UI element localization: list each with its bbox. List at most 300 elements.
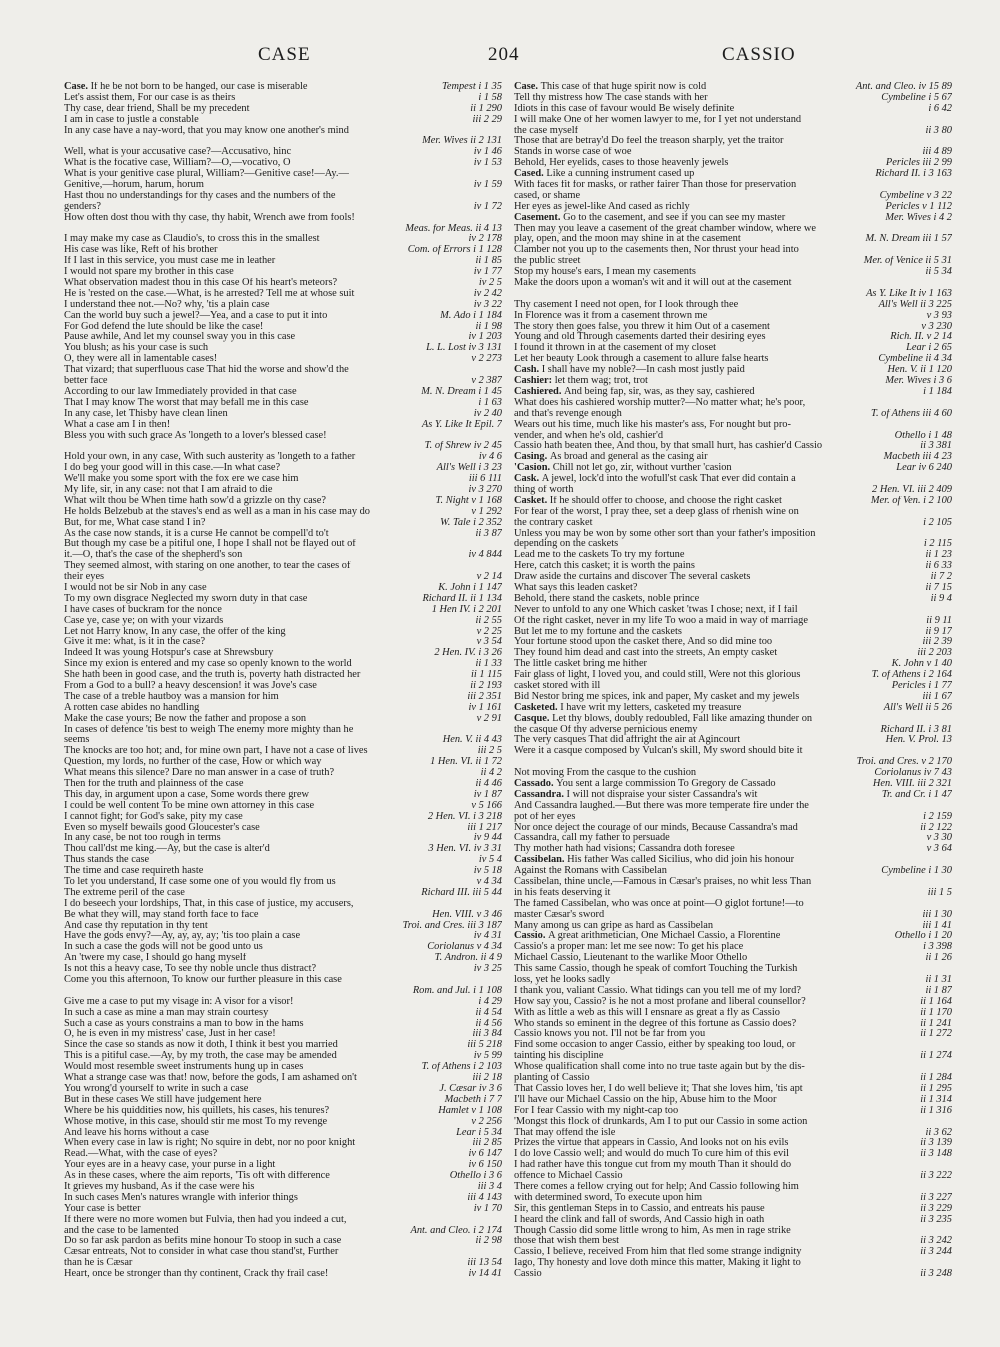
quote-body: What says this leaden casket? <box>514 582 638 593</box>
quote-body: it.—O, that's the case of the shepherd's son <box>64 550 243 561</box>
concordance-line <box>514 746 952 757</box>
concordance-line <box>514 278 952 289</box>
quote-body: I found it thrown in at the casement of my closet <box>514 343 716 354</box>
headword: 'Casion. <box>514 463 553 474</box>
quote-body: He holds Belzebub at the staves's end as well as a man in his case may do <box>64 506 371 517</box>
quote-body: In such cases Men's natures wrangle with inferior things <box>64 1192 298 1203</box>
play-reference: Mer. Wives ii 2 131 <box>422 136 502 147</box>
quote-body: As the case now stands, it is a curse He cannot be compell'd to't <box>64 528 329 539</box>
play-reference: iii 3 4 <box>477 1181 502 1192</box>
quote-body: I would not spare my brother in this case <box>64 267 234 278</box>
play-reference: ii 1 23 <box>925 550 952 561</box>
quotation-text <box>64 1193 398 1204</box>
play-reference: 1 Hen IV. i 2 201 <box>431 604 502 615</box>
concordance-line <box>64 986 502 997</box>
quotation-text <box>64 398 398 409</box>
concordance-line <box>64 866 502 877</box>
concordance-line <box>514 637 952 648</box>
quotation-text <box>514 812 848 823</box>
quote-body: In any case, let Thisby have clean linen <box>64 408 228 419</box>
concordance-line <box>514 289 952 300</box>
quotation-text <box>514 136 848 147</box>
play-reference: ii 2 193 <box>470 680 502 691</box>
play-reference: iv 6 147 <box>468 1149 502 1160</box>
quotation-text <box>64 147 398 158</box>
quotation-text <box>514 191 848 202</box>
play-reference: Othello i 1 20 <box>894 931 952 942</box>
play-reference: i 1 184 <box>923 386 952 397</box>
concordance-line <box>514 877 952 888</box>
play-reference: v 2 273 <box>471 354 502 365</box>
quotation-text <box>514 648 848 659</box>
concordance-line <box>514 855 952 866</box>
concordance-line <box>64 1062 502 1073</box>
play-reference: ii 2 98 <box>475 1236 502 1247</box>
concordance-line <box>514 332 952 343</box>
quotation-text <box>514 409 848 420</box>
quote-body: Then for the truth and plainness of the case <box>64 779 244 789</box>
play-reference: J. Cæsar iv 3 6 <box>439 1083 502 1094</box>
quotation-text <box>64 1258 398 1269</box>
play-reference: ii 1 87 <box>925 985 952 996</box>
quotation-text <box>514 1138 848 1149</box>
play-reference: ii 1 272 <box>920 1029 952 1040</box>
quote-body: For I fear Cassio with my night-cap too <box>514 1105 679 1116</box>
concordance-line <box>514 256 952 267</box>
play-reference: Tempest i 1 35 <box>442 82 502 92</box>
concordance-line <box>514 1160 952 1171</box>
play-reference: iii 1 41 <box>922 920 952 931</box>
play-reference: iv 2 5 <box>478 278 502 289</box>
concordance-line <box>64 256 502 267</box>
quote-body: the casque Of thy adverse pernicious enemy <box>514 724 698 735</box>
play-reference: 2 Hen. VI. iii 2 409 <box>872 484 952 495</box>
quote-body: O, they were all in lamentable cases! <box>64 354 218 365</box>
quote-body: Never to unfold to any one Which casket 'twas I chose; next, if I fail <box>514 604 798 615</box>
quote-body: If there were no more women but Fulvia, then had you indeed a cut, <box>64 1214 347 1225</box>
play-reference: v 3 230 <box>921 321 952 332</box>
play-reference: K. John v 1 40 <box>891 659 952 670</box>
concordance-line <box>64 1008 502 1019</box>
concordance-line <box>64 376 502 387</box>
quote-body: Let not Harry know, In any case, the offer of the king <box>64 626 286 637</box>
quote-body: You wrong'd yourself to write in such a case <box>64 1083 249 1094</box>
play-reference: 2 Hen. IV. i 3 26 <box>434 648 502 659</box>
quotation-text <box>64 180 398 191</box>
play-reference: v 3 64 <box>926 844 952 855</box>
quote-body: the public street <box>514 256 581 267</box>
concordance-line <box>64 452 502 463</box>
play-reference: M. N. Dream iii 1 57 <box>865 234 952 245</box>
concordance-line <box>64 485 502 496</box>
concordance-line <box>514 376 952 387</box>
quote-body: Pause awhile, And let my counsel sway you in this case <box>64 332 296 343</box>
quotation-text <box>514 82 848 93</box>
quote-body: Of the right casket, never in my life To woo a maid in way of marriage <box>514 615 808 626</box>
play-reference: iv 2 178 <box>468 234 502 245</box>
concordance-line <box>64 202 502 213</box>
quotation-text <box>64 692 398 703</box>
play-reference: iii 2 18 <box>472 1073 502 1084</box>
quote-body: I am in case to justle a constable <box>64 114 199 125</box>
quote-body: Since my exion is entered and my case so openly known to the world <box>64 659 352 670</box>
play-reference: v 2 387 <box>471 376 502 387</box>
quotation-text <box>514 518 848 529</box>
quotation-text <box>514 441 848 452</box>
quote-body: But in these cases We still have judgement here <box>64 1094 262 1105</box>
play-reference: iii 2 351 <box>467 691 502 702</box>
play-reference: T. Andron. ii 4 9 <box>434 953 502 964</box>
quote-body: Behold, there stand the caskets, noble prince <box>514 593 700 604</box>
quote-body: I cannot fight; for God's sake, pity my case <box>64 811 243 822</box>
concordance-line <box>514 311 952 322</box>
concordance-line <box>514 234 952 245</box>
quotation-text <box>514 245 848 256</box>
quote-body: Such a case as yours constrains a man to bow in the hams <box>64 1018 304 1029</box>
quote-body: Can the world buy such a jewel?—Yea, and a case to put it into <box>64 310 328 321</box>
quote-body: Cæsar entreats, Not to consider in what case thou stand'st, Further <box>64 1247 339 1258</box>
concordance-line <box>64 812 502 823</box>
quote-body: 'Mongst this flock of drunkards, Am I to put our Cassio in some action <box>514 1116 808 1127</box>
quote-body: Read.—What, with the case of eyes? <box>64 1149 218 1160</box>
quotation-text <box>64 539 398 550</box>
play-reference: iii 1 5 <box>927 887 952 898</box>
play-reference: As Y. Like It Epil. 7 <box>421 419 502 430</box>
quote-body: Young and old Through casements darted their desiring eyes <box>514 332 766 343</box>
play-reference: iii 2 29 <box>472 114 502 125</box>
quote-body: I'll have our Michael Cassio on the hip, Abuse him to the Moor <box>514 1094 777 1105</box>
quote-body: Nor once deject the courage of our minds, Because Cassandra's mad <box>514 822 798 833</box>
concordance-line <box>514 441 952 452</box>
concordance-line <box>514 1095 952 1106</box>
concordance-line <box>64 278 502 289</box>
quote-body: thing of worth <box>514 484 574 495</box>
right-column <box>514 82 952 1280</box>
quotation-text <box>64 1095 398 1106</box>
play-reference: ii 1 85 <box>475 256 502 267</box>
quotation-text <box>514 1095 848 1106</box>
play-reference: v 2 25 <box>476 626 502 637</box>
quote-body: Is not this a heavy case, To see thy noble uncle thus distract? <box>64 964 317 975</box>
headword: Cassandra. <box>514 789 567 800</box>
quotation-text <box>64 452 398 463</box>
play-reference: Troi. and Cres. v 2 170 <box>856 757 952 768</box>
quote-body: To my own disgrace Neglected my sworn duty in that case <box>64 593 308 604</box>
concordance-line <box>514 213 952 224</box>
quote-body: What is the focative case, William?—O,—vocativo, O <box>64 158 291 169</box>
quote-body: You blush; as his your case is such <box>64 343 209 354</box>
concordance-line <box>514 1215 952 1226</box>
quotation-text <box>64 844 398 855</box>
quotation-text <box>514 300 848 311</box>
quotation-text <box>514 692 848 703</box>
play-reference: T. of Athens i 2 164 <box>871 670 952 681</box>
quote-body: What a strange case was that! now, before the gods, I am ashamed on't <box>64 1073 357 1084</box>
play-reference: v 3 30 <box>926 833 952 844</box>
quotation-text <box>64 104 398 115</box>
quotation-text <box>514 1160 848 1171</box>
quotation-text <box>514 888 848 899</box>
concordance-line <box>64 953 502 964</box>
quote-body: With as little a web as this will I ensnare as great a fly as Cassio <box>514 1007 780 1018</box>
concordance-line <box>64 931 502 942</box>
quotation-text <box>64 942 398 953</box>
play-reference: Cymbeline i 5 67 <box>881 92 952 103</box>
play-reference: iii 4 143 <box>467 1192 502 1203</box>
quotation-text <box>514 561 848 572</box>
concordance-line <box>64 670 502 681</box>
play-reference: Lear i 5 34 <box>456 1127 502 1138</box>
quotation-text <box>64 975 398 986</box>
play-reference: L. L. Lost iv 3 131 <box>426 343 502 354</box>
concordance-line <box>64 1073 502 1084</box>
play-reference: i 2 115 <box>923 539 952 550</box>
play-reference: iv 4 31 <box>473 931 502 942</box>
quotation-text <box>514 332 848 343</box>
concordance-line <box>514 931 952 942</box>
quotation-text <box>64 1128 398 1139</box>
quote-body: Clamber not you up to the casements then, Nor thrust your head into <box>514 245 799 256</box>
concordance-line <box>514 823 952 834</box>
concordance-line <box>514 659 952 670</box>
concordance-line <box>64 833 502 844</box>
quotation-text <box>64 202 398 213</box>
quote-body: According to our law Immediately provided in that case <box>64 386 297 397</box>
concordance-line <box>514 180 952 191</box>
quote-body: Let thy blows, doubly redoubled, Fall like amazing thunder on <box>552 713 813 724</box>
quote-body: Your fortune stood upon the casket there, And so did mine too <box>514 637 773 648</box>
concordance-line <box>514 539 952 550</box>
concordance-line <box>64 1160 502 1171</box>
quote-body: Michael Cassio, Lieutenant to the warlike Moor Othello <box>514 953 748 964</box>
quote-body: Where be his quiddities now, his quillets, his cases, his tenures? <box>64 1105 330 1116</box>
quote-body: I understand thee not.—No? why, 'tis a plain case <box>64 299 270 310</box>
concordance-line <box>64 899 502 910</box>
quotation-text <box>514 158 848 169</box>
quote-body: I have writ my letters, casketed my treasure <box>560 702 742 713</box>
concordance-line <box>64 1236 502 1247</box>
quote-body: Let her beauty Look through a casement to allure false hearts <box>514 354 769 365</box>
quotation-text <box>514 844 848 855</box>
quote-body: loss, yet he looks sadly <box>514 975 611 986</box>
quotation-text <box>514 343 848 354</box>
concordance-line <box>64 507 502 518</box>
play-reference: ii 3 222 <box>920 1171 952 1182</box>
quote-body: than he is Cæsar <box>64 1258 133 1269</box>
play-reference: iv 14 41 <box>468 1269 502 1280</box>
play-reference: iii 1 67 <box>922 691 952 702</box>
concordance-line <box>514 496 952 507</box>
play-reference: T. of Athens i 2 103 <box>421 1062 502 1073</box>
concordance-line <box>514 866 952 877</box>
quote-body: Cassio <box>514 1269 542 1280</box>
play-reference: ii 1 33 <box>475 659 502 670</box>
quote-body: In cases of defence 'tis best to weigh The enemy more mighty than he <box>64 724 354 735</box>
quote-body: The very casques That did affright the air at Agincourt <box>514 735 741 746</box>
quote-body: with determined sword, To execute upon him <box>514 1192 703 1203</box>
play-reference: Com. of Errors i 1 128 <box>407 245 502 256</box>
concordance-line <box>64 387 502 398</box>
concordance-line <box>514 115 952 126</box>
quotation-text <box>64 278 398 289</box>
play-reference: ii 1 26 <box>925 953 952 964</box>
quote-body: Make the case yours; Be now the father and propose a son <box>64 713 307 724</box>
quotation-text <box>514 583 848 594</box>
quotation-text <box>514 1051 848 1062</box>
play-reference: v 2 91 <box>476 713 502 724</box>
headword: Case. <box>64 82 91 92</box>
play-reference: ii 4 56 <box>475 1018 502 1029</box>
concordance-line <box>514 1029 952 1040</box>
play-reference: v 3 93 <box>926 310 952 321</box>
quotation-text <box>514 213 848 224</box>
quotation-text <box>514 1215 848 1226</box>
quotation-text <box>64 801 398 812</box>
concordance-line <box>64 964 502 975</box>
quote-body: His case was like, Reft of his brother <box>64 245 218 256</box>
headword: Cashier: <box>514 376 555 387</box>
quote-body: And being fap, sir, was, as they say, cashiered <box>564 386 755 397</box>
quotation-text <box>64 964 398 975</box>
play-reference: i 4 29 <box>478 996 502 1007</box>
quote-body: Prizes the virtue that appears in Cassio, And looks not on his evils <box>514 1138 789 1149</box>
play-reference: Coriolanus v 4 34 <box>427 942 502 953</box>
play-reference: Hen. VIII. v 3 46 <box>432 909 502 920</box>
concordance-line <box>514 768 952 779</box>
quote-body: Your case is better <box>64 1203 141 1214</box>
play-reference: Othello i 1 48 <box>894 430 952 441</box>
quote-body: The time and case requireth haste <box>64 866 204 877</box>
quote-body: Bless you with such grace As 'longeth to a lover's blessed case! <box>64 430 327 441</box>
quotation-text <box>64 703 398 714</box>
concordance-line <box>64 627 502 638</box>
quotation-text <box>64 1171 398 1182</box>
concordance-line <box>514 267 952 278</box>
quote-body: There comes a fellow crying out for help; And Cassio following him <box>514 1181 799 1192</box>
quotation-text <box>514 1226 848 1237</box>
quotation-text <box>514 910 848 921</box>
play-reference: ii 4 46 <box>475 779 502 789</box>
play-reference: Ant. and Cleo. iv 15 89 <box>855 82 952 92</box>
quotation-text <box>514 1193 848 1204</box>
quotation-text <box>514 964 848 975</box>
play-reference: ii 3 248 <box>920 1269 952 1280</box>
quote-body: play, open, and the moon may shine in at the casement <box>514 234 741 245</box>
page-number: 204 <box>488 44 520 65</box>
quote-body: Behold, Her eyelids, cases to those heavenly jewels <box>514 158 729 169</box>
quotation-text <box>64 1062 398 1073</box>
concordance-line <box>64 1269 502 1280</box>
concordance-line <box>64 332 502 343</box>
concordance-line <box>64 267 502 278</box>
play-reference: ii 3 148 <box>920 1149 952 1160</box>
quote-body: That I may know The worst that may befall me in this case <box>64 397 309 408</box>
quotation-text <box>64 910 398 921</box>
concordance-line <box>64 1040 502 1051</box>
quotation-text <box>514 93 848 104</box>
play-reference: iii 1 30 <box>922 909 952 920</box>
concordance-line <box>64 169 502 180</box>
quote-body: Sir, this gentleman Steps in to Cassio, and entreats his pause <box>514 1203 765 1214</box>
quotation-text <box>64 823 398 834</box>
headword: Casing. <box>514 452 550 463</box>
quotation-text <box>514 801 848 812</box>
quote-body: Cassio, I believe, received From him that fled some strange indignity <box>514 1247 802 1258</box>
play-reference: iv 1 77 <box>473 267 502 278</box>
concordance-line <box>64 746 502 757</box>
concordance-line <box>514 561 952 572</box>
quote-body: Unless you may be won by some other sort than your father's imposition <box>514 528 816 539</box>
concordance-line <box>64 311 502 322</box>
quote-body: In any case, be not too rough in terms <box>64 833 221 844</box>
play-reference: Mer. of Venice ii 5 31 <box>863 256 952 267</box>
quotation-text <box>514 735 848 746</box>
quotation-text <box>514 1236 848 1247</box>
play-reference: ii 9 11 <box>926 615 952 626</box>
play-reference: M. N. Dream i 1 45 <box>421 386 502 397</box>
concordance-line <box>514 1236 952 1247</box>
concordance-line <box>64 583 502 594</box>
concordance-line <box>64 343 502 354</box>
play-reference: ii 3 244 <box>920 1247 952 1258</box>
concordance-line <box>64 1204 502 1215</box>
quote-body: The little casket bring me hither <box>514 659 648 670</box>
quotation-text <box>64 245 398 256</box>
quote-body: In such a case as mine a man may strain courtesy <box>64 1007 269 1018</box>
play-reference: ii 2 55 <box>475 615 502 626</box>
concordance-line <box>514 93 952 104</box>
quote-body: offence to Michael Cassio <box>514 1171 623 1182</box>
concordance-line <box>64 1095 502 1106</box>
quote-body: Case ye, case ye; on with your vizards <box>64 615 224 626</box>
play-reference: M. Ado i 1 184 <box>440 310 502 321</box>
quote-body: their eyes <box>64 572 105 583</box>
concordance-line <box>64 409 502 420</box>
concordance-line <box>514 300 952 311</box>
quote-body: Have the gods envy?—Ay, ay, ay, ay; 'tis too plain a case <box>64 931 301 942</box>
quote-body: From a God to a bull? a heavy descension! it was Jove's case <box>64 680 317 691</box>
play-reference: iii 13 54 <box>467 1258 502 1269</box>
headword: Casketed. <box>514 702 561 713</box>
concordance-line <box>64 1247 502 1258</box>
play-reference: ii 9 4 <box>930 593 952 604</box>
concordance-line <box>64 975 502 986</box>
play-reference: i 1 58 <box>478 92 502 103</box>
quote-body: They found him dead and cast into the streets, An empty casket <box>514 648 778 659</box>
quotation-text <box>514 725 848 736</box>
concordance-line <box>64 1117 502 1128</box>
quote-body: Her eyes as jewel-like And cased as richly <box>514 201 690 212</box>
play-reference: Rich. II. v 2 14 <box>890 332 952 343</box>
concordance-line <box>514 1084 952 1095</box>
quote-body: When every case in law is right; No squire in debt, nor no poor knight <box>64 1138 356 1149</box>
play-reference: 1 Hen. VI. ii 1 72 <box>430 757 502 768</box>
quotation-text <box>64 115 398 126</box>
play-reference: ii 1 274 <box>920 1051 952 1062</box>
quote-body: Hold your own, in any case, With such austerity as 'longeth to a father <box>64 452 356 463</box>
quotation-text <box>514 1019 848 1030</box>
play-reference: Richard II. ii 1 134 <box>422 593 502 604</box>
concordance-line <box>514 1258 952 1269</box>
quotation-text <box>64 583 398 594</box>
quotation-text <box>64 953 398 964</box>
concordance-line <box>64 191 502 202</box>
quotation-text <box>514 104 848 115</box>
quote-body: Give me a case to put my visage in: A visor for a visor! <box>64 996 294 1007</box>
quotation-text <box>514 670 848 681</box>
quote-body: How often dost thou with thy case, thy habit, Wrench awe from fools! <box>64 212 355 223</box>
concordance-line <box>514 757 952 768</box>
